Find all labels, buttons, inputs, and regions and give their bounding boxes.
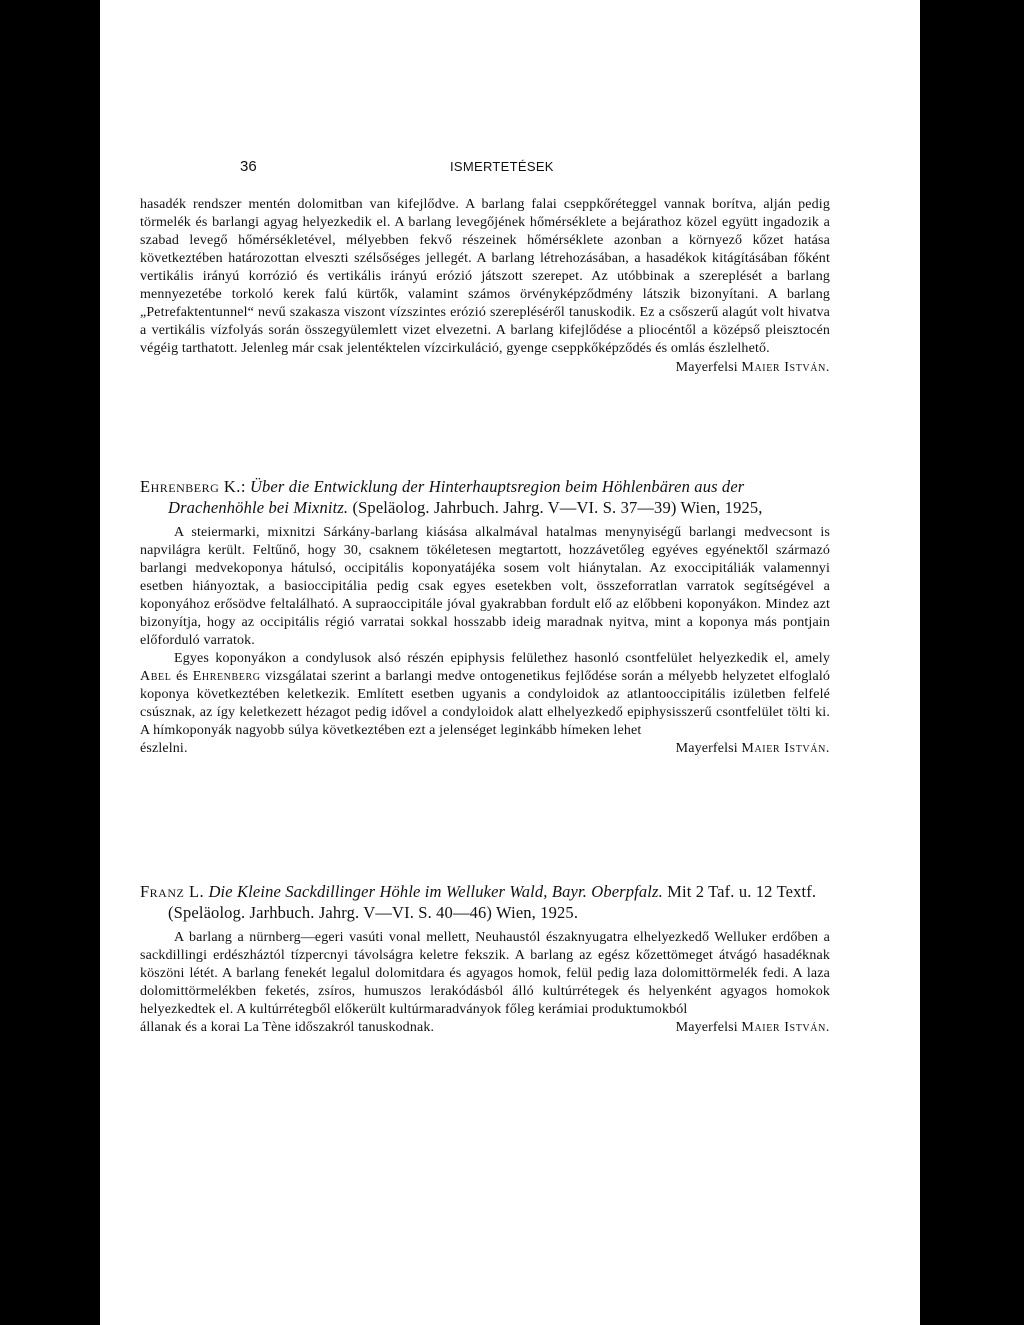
citation-source: Mit 2 Taf. u. 12 Textf. (Speläolog. Jarhbuch. Jahrg. V—VI. S. 40—46) Wien, 1925. (168, 882, 817, 922)
review3-signature-line (140, 1019, 830, 1037)
paragraph-last-line: állanak és a korai La Tène időszakról tanuskodnak. (140, 1020, 435, 1035)
signature-name: Maier István. (741, 1020, 830, 1035)
citation-author: Franz L. (140, 882, 205, 901)
page-number: 36 (240, 158, 257, 175)
review3-citation (140, 881, 830, 923)
review-ehrenberg (140, 476, 830, 758)
review-continuation (140, 196, 830, 377)
citation-title: Die Kleine Sackdillinger Höhle im Welluker Wald, Bayr. Oberpfalz. (208, 882, 663, 901)
review2-signature-line (140, 740, 830, 758)
paragraph-last-line: észlelni. (140, 741, 188, 756)
review2-paragraph-1: A steiermarki, mixnitzi Sárkány-barlang kiásása alkalmával hatalmas menynyiségű barlangi medvecsont is napvilágra került. Feltűnő, hogy 30, csaknem tökéletesen megtartott, hozzávetőleg egyéves egyénektől származó barlangi medvekoponya hátulsó, occipitális koponyatájéka sosem volt hiánytalan. Az exoccipitáliák valamennyi esetben hiányoztak, a basioccipitália pedig csak egyes esetekben volt, összeforratlan varratok segítségével a koponyához erősödve feltalálható. A supraoccipitále jóval gyakrabban fordult elő az előbbeni koponyákon. Mindez azt bizonyítja, hogy az occipitális régió varratai sokkal hosszabb ideig maradnak nyitva, mint a koponya más pontjain előforduló varratok. (140, 525, 830, 648)
review2-citation (140, 476, 830, 518)
paragraph-text: és (171, 669, 193, 684)
running-head (240, 158, 830, 178)
review3-signature (676, 1019, 830, 1037)
review1-signature (140, 359, 830, 377)
citation-colon: : (240, 477, 250, 496)
review-franz (140, 881, 830, 1037)
citation-author: Ehrenberg K. (140, 477, 241, 496)
signature-prefix: Mayerfelsi (675, 741, 742, 756)
signature-prefix: Mayerfelsi (675, 360, 742, 375)
review2-signature (676, 740, 830, 758)
review2-paragraph-2 (140, 650, 830, 740)
paragraph-text: Egyes koponyákon a condylusok alsó részén epiphysis felülethez hasonló csontfelület helyezkedik el, amely (174, 651, 830, 666)
running-title: ISMERTETÉSEK (450, 159, 554, 174)
review3-paragraph-1: A barlang a nürnberg—egeri vasúti vonal mellett, Neuhaustól északnyugatra elhelyezkedő Welluker erdőben a sackdillingi erdészháztól tízpercnyi távolságra keletre fekszik. A barlang az egész kőzettömeget átvágó hasadéknak köszöni létét. A barlang fenekét legalul dolomitdara és agyagos homok, felül pedig laza dolomittörmelék fedi. A laza dolomittörmelékben feketés, zsíros, humuszos lerakódásból álló kultúrrétegek és helyenként agyagos homokok helyezkedtek el. A kultúrrétegből előkerült kultúrmaradványok főleg kerámiai produktumokból (140, 930, 830, 1017)
review1-paragraph: hasadék rendszer mentén dolomitban van kifejlődve. A barlang falai cseppkőréteggel vannak borítva, alján pedig törmelék és barlangi agyag helyezkedik el. A barlang levegőjének hőmérséklete a bejárathoz közel együtt ingadozik a szabad levegő hőmérsékletével, mélyebben fekvő részeinek hőmérséklete azonban a környező kőzet hatása következtében határozottan elveszti szélsőséges jellegét. A barlang létrehozásában, a hasadékok kitágításában főként vertikális irányú korrózió és vertikális irányú erózió játszott szerepet. Az utóbbinak a szereplését a barlang mennyezetébe torkoló kerek falú kürtők, valamint számos örvényképződmény látszik bizonyítani. A barlang „Petrefaktentunnel“ nevű szakasza viszont vízszintes erózió szerepléséről tanuskodik. Ez a csőszerű alagút volt hivatva a vertikális vízfolyás során összegyülemlett vizet elvezetni. A barlang kifejlődése a pliocéntől a középső pleisztocén végéig tarthatott. Jelenleg már csak jelentéktelen vízcirkuláció, gyenge cseppkőképződés és omlás észlelhető. (140, 197, 830, 356)
author-abel: Abel (140, 669, 172, 684)
signature-prefix: Mayerfelsi (675, 1020, 742, 1035)
signature-name: Maier István. (741, 741, 830, 756)
author-ehrenberg: Ehrenberg (192, 669, 261, 684)
citation-title: Über die Entwicklung der Hinterhauptsregion beim Höhlenbären aus der Drachenhöhle bei Mixnitz. (168, 477, 745, 517)
citation-source: (Speläolog. Jahrbuch. Jahrg. V—VI. S. 37—39) Wien, 1925, (348, 498, 763, 517)
signature-name: Maier István. (741, 360, 830, 375)
paragraph-text: vizsgálatai szerint a barlangi medve ontogenetikus fejlődése során a mélyebb helyzetet elfoglaló koponya következtében keletkezik. Említett esetben ugyanis a condyloidok az atlantooccipitális izületben felfelé csúsznak, az így keletkezett hézagot pedig idővel a condyloidok alatt elhelyezkedő epiphysisszerű csontfelület tölti ki. A hímkoponyák nagyobb súlya következtében ezt a jelenséget leginkább hímeken lehet (140, 669, 831, 738)
